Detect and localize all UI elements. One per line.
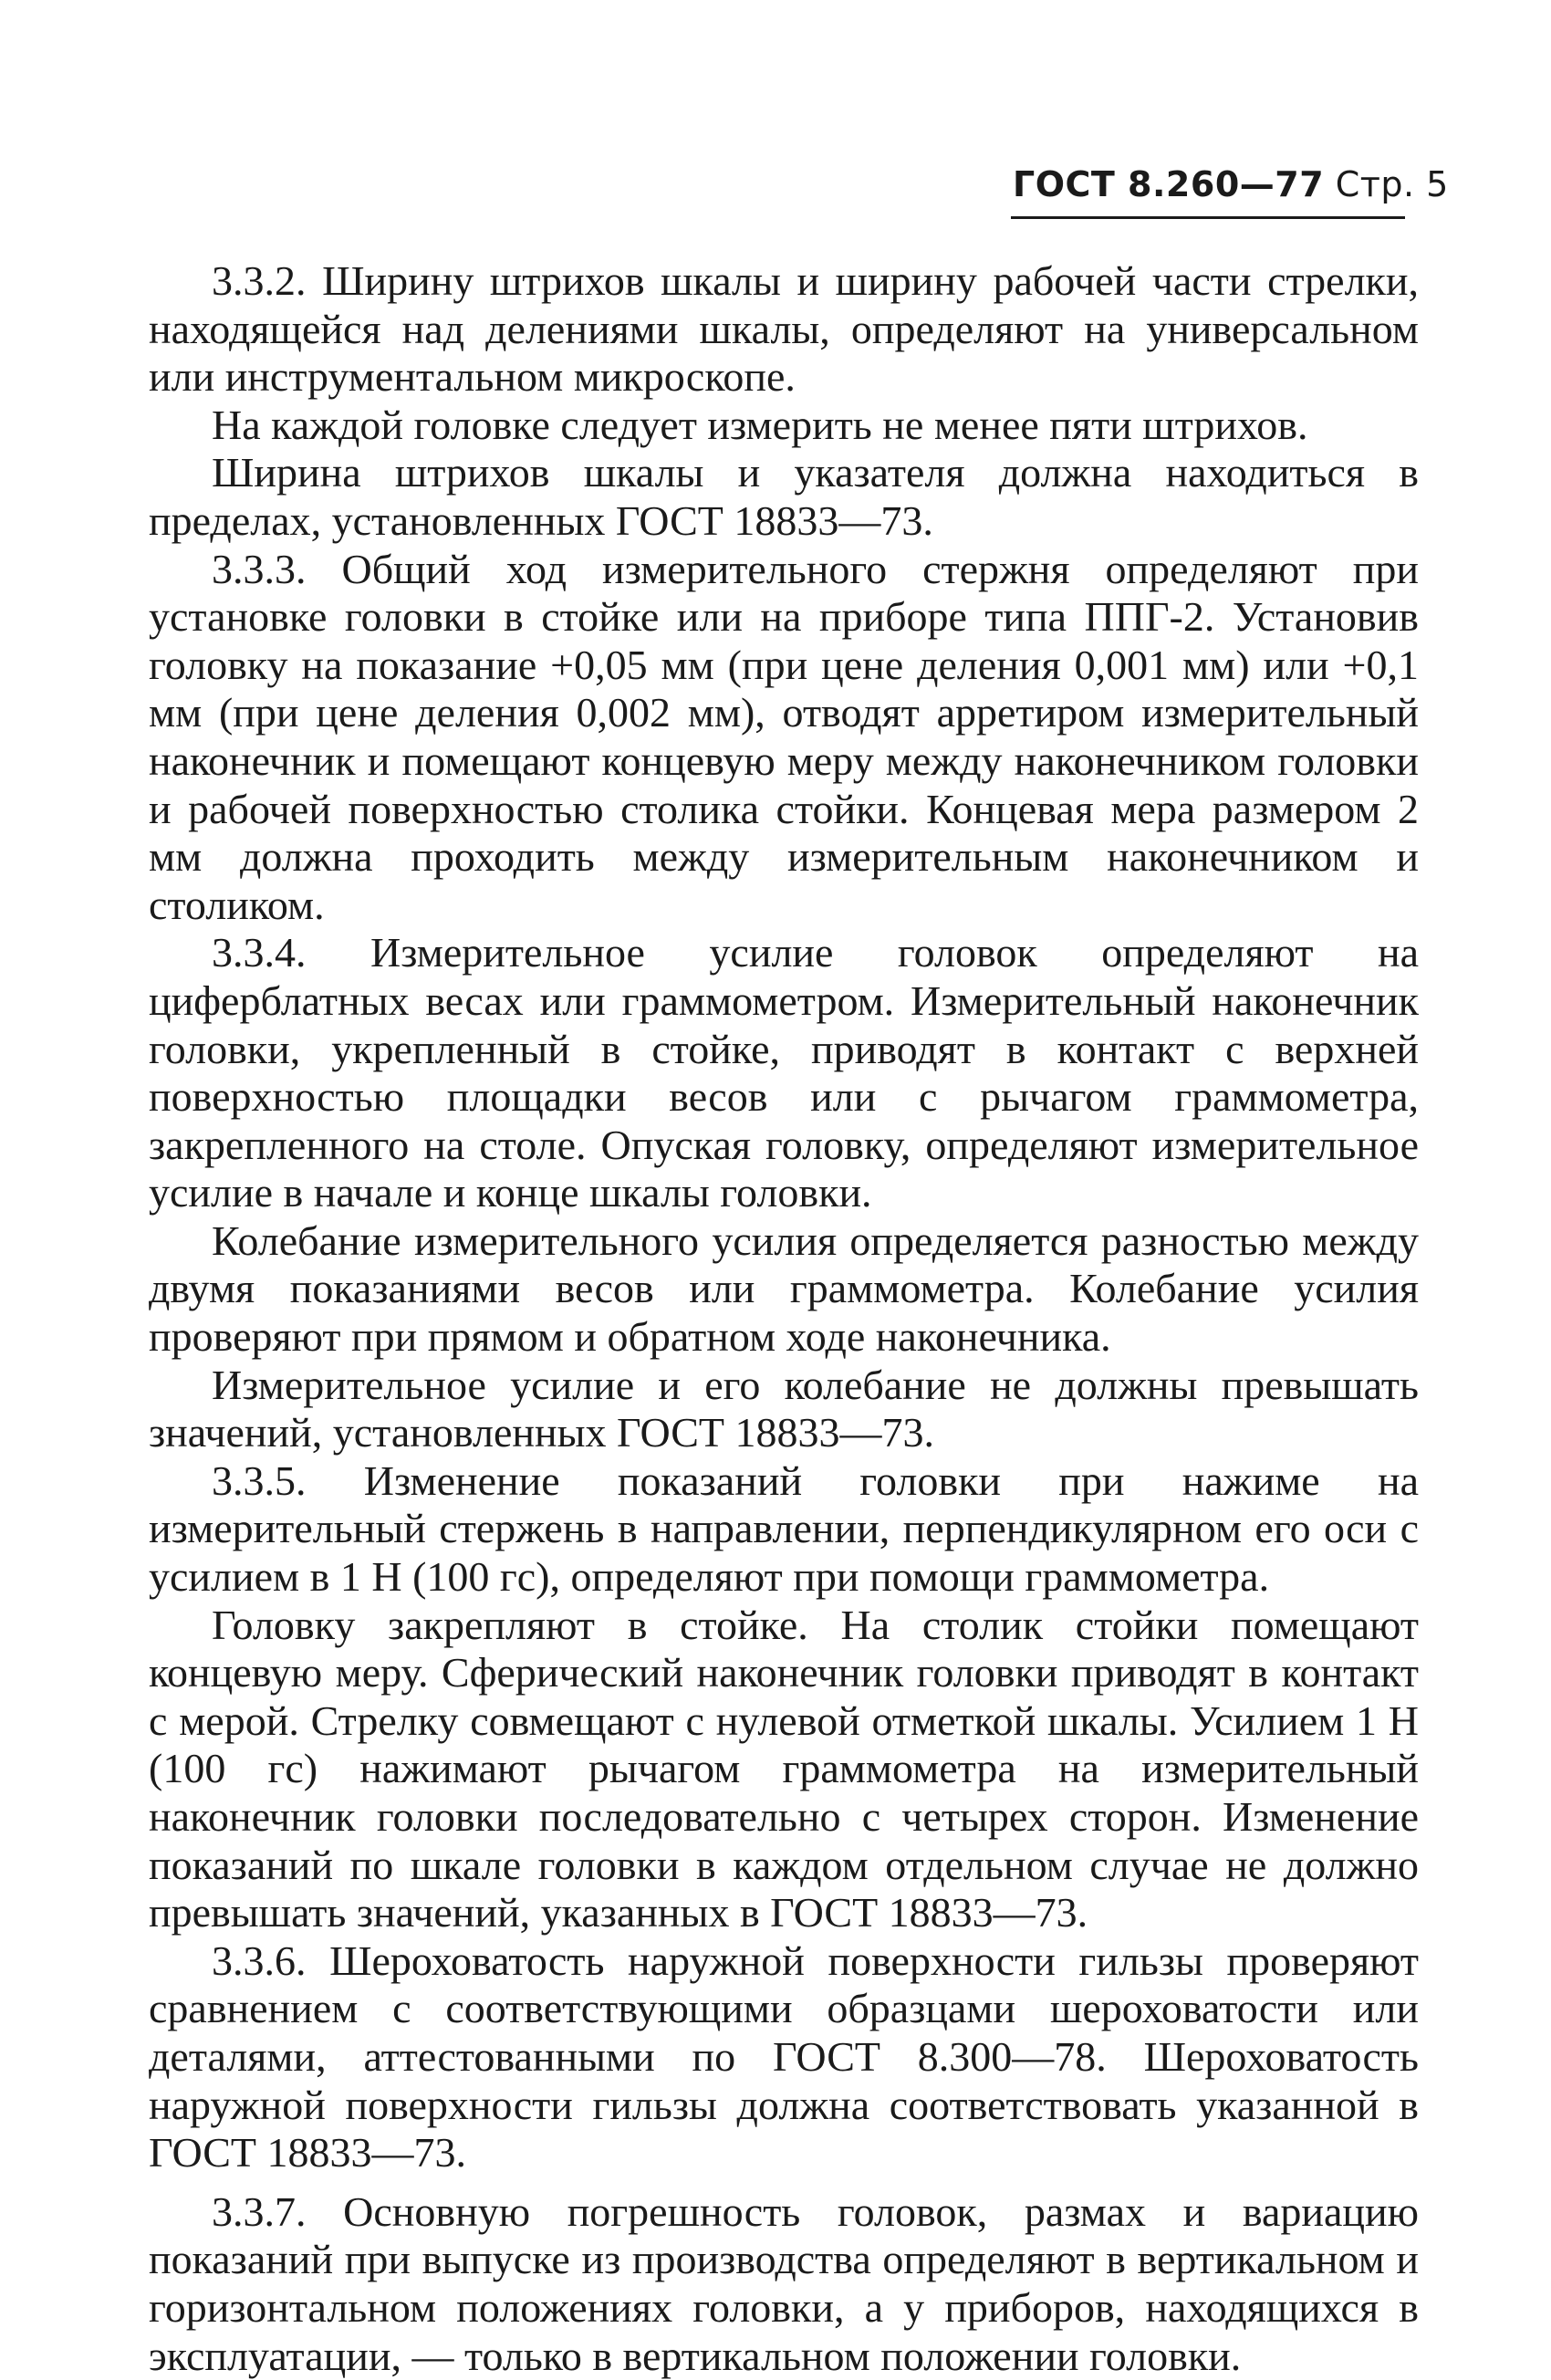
standard-number: ГОСТ 8.260—77 <box>1013 164 1325 204</box>
paragraph: Измерительное усилие и его колебание не должны превышать значений, установленных ГОСТ 18833—73. <box>149 1361 1419 1456</box>
page-number: Стр. 5 <box>1335 164 1449 204</box>
paragraph: Ширина штрихов шкалы и указателя должна находиться в пределах, установленных ГОСТ 18833—73. <box>149 449 1419 544</box>
document-body <box>149 257 1419 2380</box>
paragraph: Колебание измерительного усилия определяется разностью между двумя показаниями весов или граммометра. Колебание усилия проверяют при прямом и обратном ходе наконечника. <box>149 1216 1419 1361</box>
paragraph: На каждой головке следует измерить не менее пяти штрихов. <box>212 401 1308 448</box>
paragraph-3-3-5: 3.3.5. Изменение показаний головки при нажиме на измерительный стержень в направлении, перпендикулярном его оси с усилием в 1 Н (100 гс), определяют при помощи граммометра. <box>149 1456 1419 1601</box>
header-rule <box>1011 216 1405 219</box>
paragraph: Головку закрепляют в стойке. На столик стойки помещают концевую меру. Сферический наконечник головки приводят в контакт с мерой. Стрелку совмещают с нулевой отметкой шкалы. Усилием 1 Н (100 гс) нажимают рычагом граммометра на измерительный наконечник головки последовательно с четырех сторон. Изменение показаний по шкале головки в каждом отдельном случае не должно превышать значений, указанных в ГОСТ 18833—73. <box>149 1601 1419 1936</box>
paragraph-3-3-3: 3.3.3. Общий ход измерительного стержня определяют при установке головки в стойке или на приборе типа ППГ-2. Установив головку на показание +0,05 мм (при цене деления 0,001 мм) или +0,1 мм (при цене деления 0,002 мм), отводят арретиром измерительный наконечник и помещают концевую меру между наконечником головки и рабочей поверхностью столика стойки. Концевая мера размером 2 мм должна проходить между измерительным наконечником и столиком. <box>149 545 1419 928</box>
paragraph-3-3-7: 3.3.7. Основную погрешность головок, размах и вариацию показаний при выпуске из производства определяют в вертикальном и горизонтальном положениях головки, а у приборов, находящихся в эксплуатации, — только в вертикальном положении головки. <box>149 2187 1419 2379</box>
page-header <box>1013 164 1449 204</box>
paragraph-3-3-6: 3.3.6. Шероховатость наружной поверхности гильзы проверяют сравнением с соответствующими образцами шероховатости или деталями, аттестованными по ГОСТ 8.300—78. Шероховатость наружной поверхности гильзы должна соответствовать указанной в ГОСТ 18833—73. <box>149 1936 1419 2176</box>
paragraph-3-3-2: 3.3.2. Ширину штрихов шкалы и ширину рабочей части стрелки, находящейся над делениями шкалы, определяют на универсальном или инструментальном микроскопе. <box>149 257 1419 401</box>
paragraph-3-3-4: 3.3.4. Измерительное усилие головок определяют на циферблатных весах или граммометром. Измерительный наконечник головки, укрепленный в стойке, приводят в контакт с верхней поверхностью площадки весов или с рычагом граммометра, закрепленного на столе. Опуская головку, определяют измерительное усилие в начале и конце шкалы головки. <box>149 929 1419 1216</box>
